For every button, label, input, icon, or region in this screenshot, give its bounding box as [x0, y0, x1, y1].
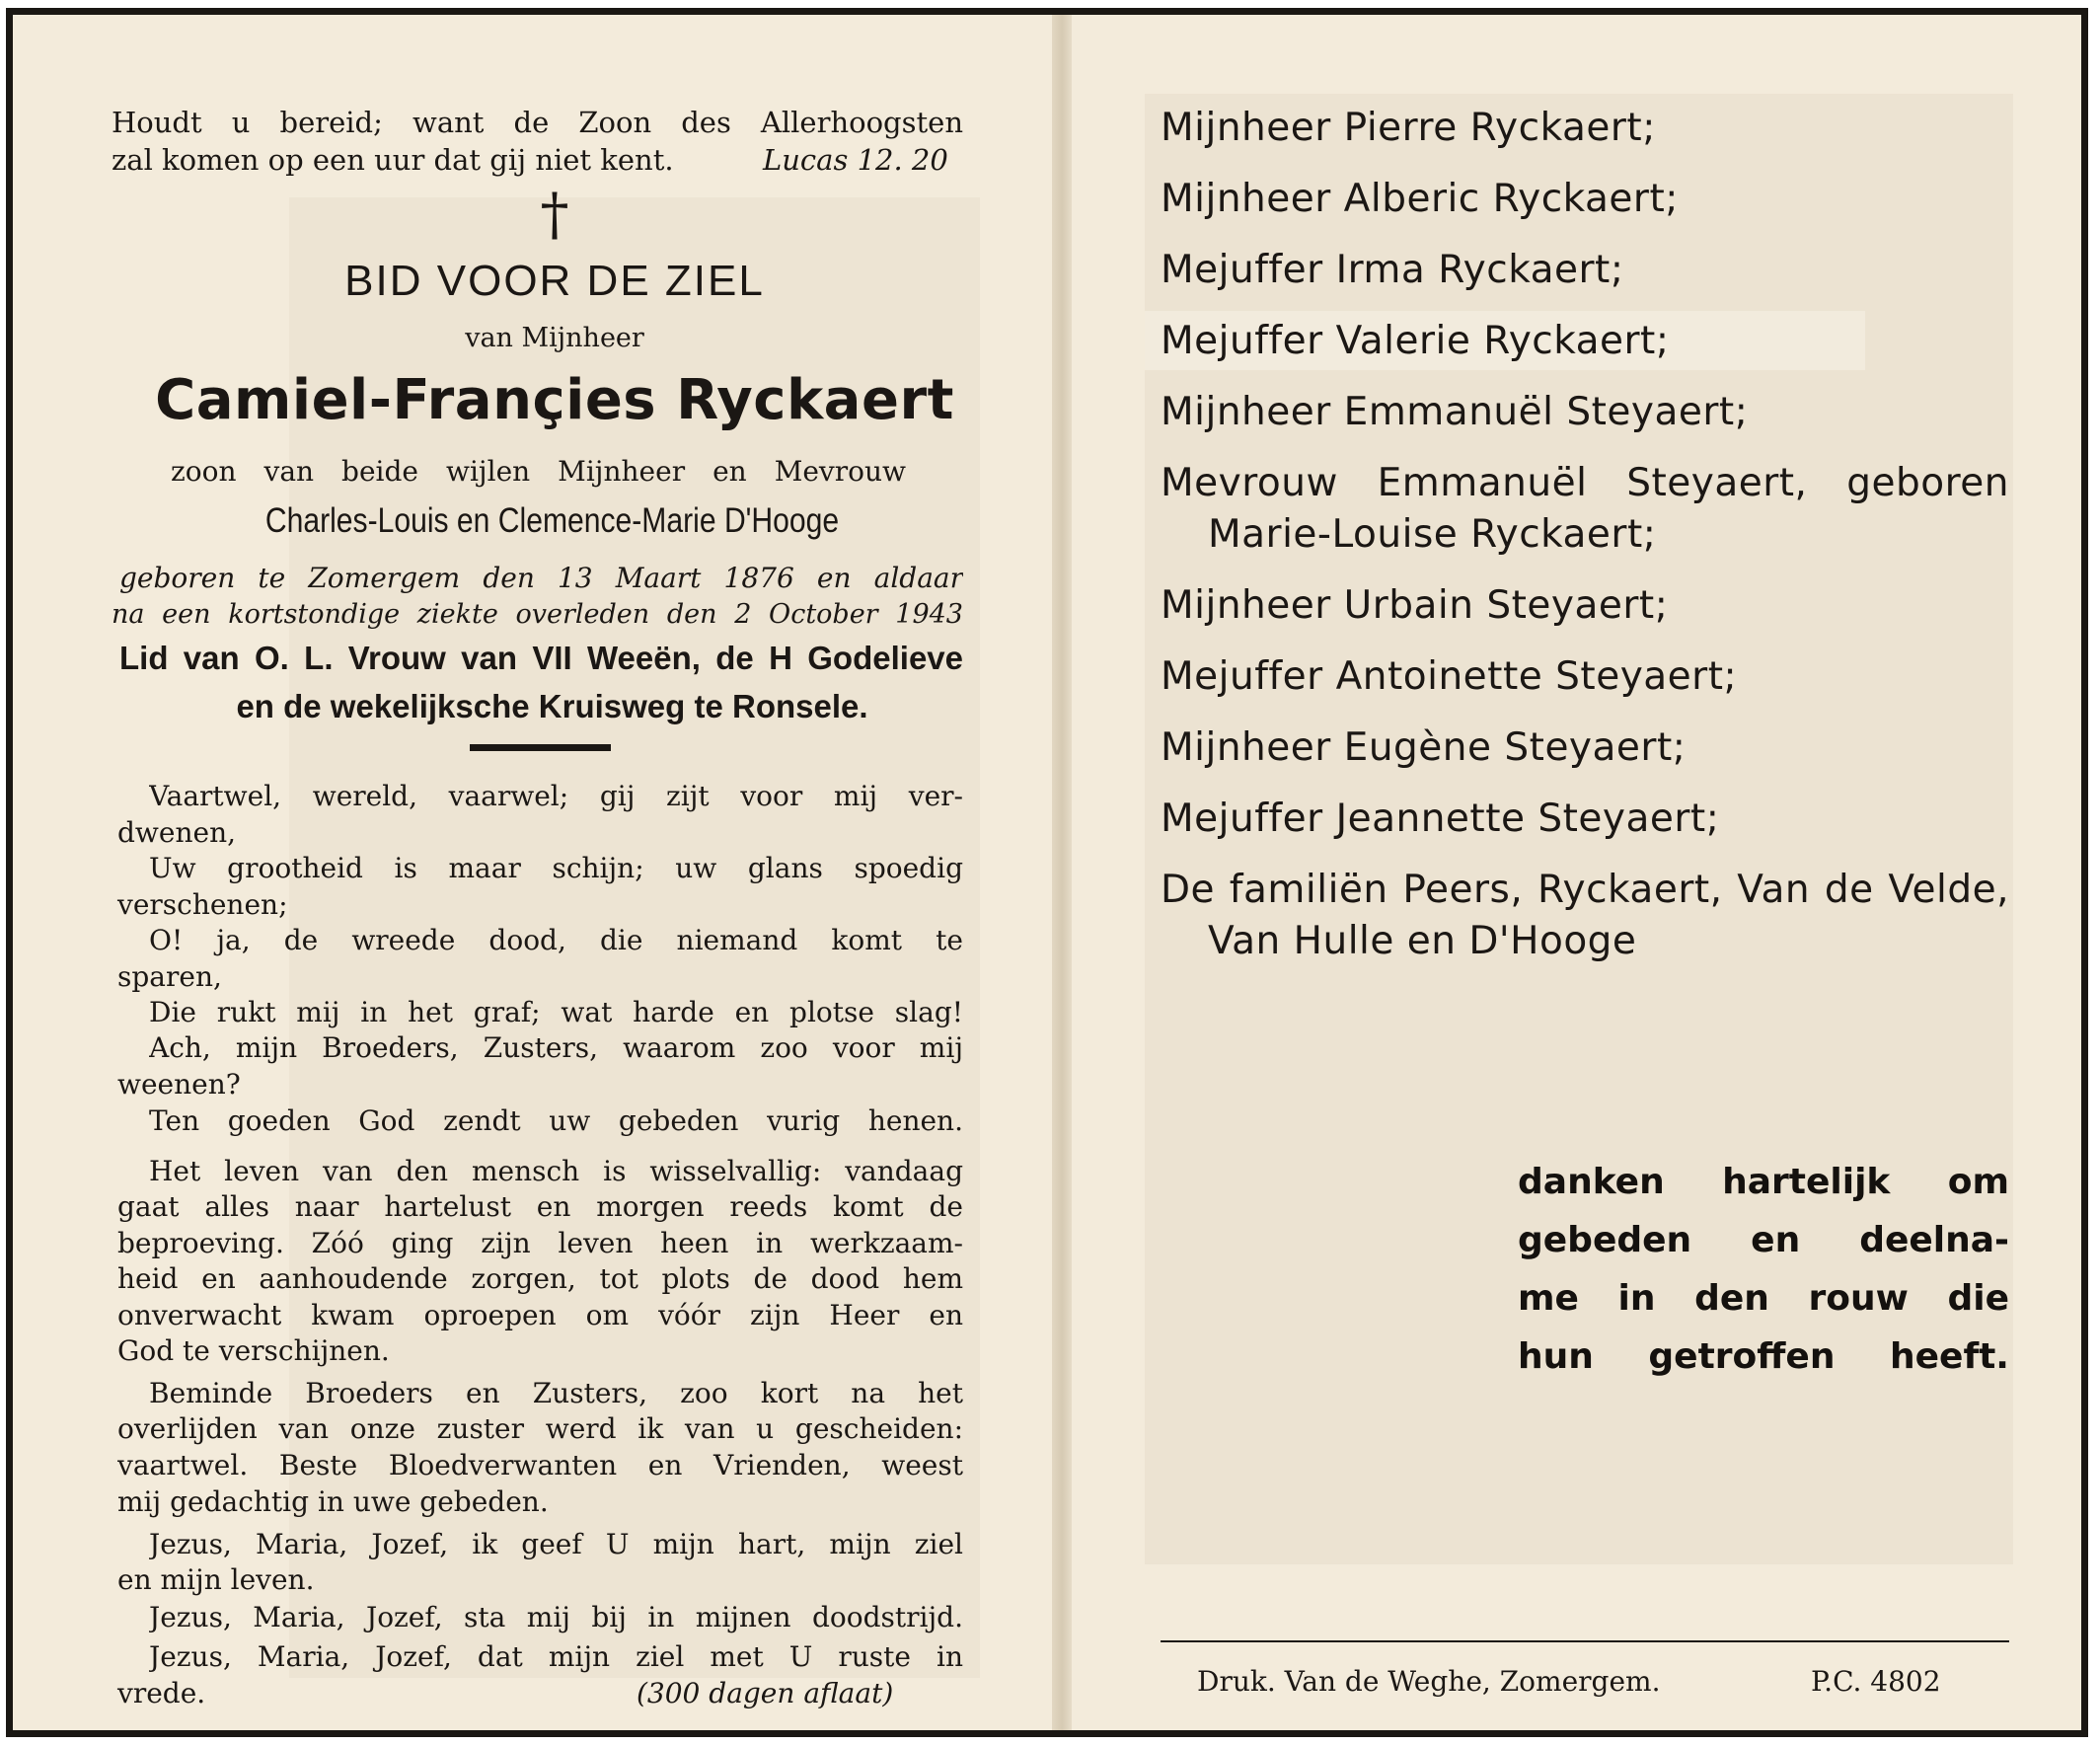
print-code: P.C. 4802	[1811, 1665, 1941, 1698]
family-member: Mejuffer Valerie Ryckaert;	[1161, 319, 1670, 363]
poem-line: Uw grootheid is maar schijn; uw glans spoedig	[149, 852, 963, 884]
family-member: Mejuffer Jeannette Steyaert;	[1161, 797, 1720, 841]
family-member: Van Hulle en D'Hooge	[1208, 919, 1637, 963]
poem-line: O! ja, de wreede dood, die niemand komt te	[149, 924, 963, 956]
prayer-line: en mijn leven.	[117, 1563, 315, 1596]
poem-line: Die rukt mij in het graf; wat harde en plotse slag!	[149, 996, 963, 1028]
thanks-line: danken hartelijk om	[1518, 1162, 2009, 1202]
death-line: na een kortstondige ziekte overleden den 2 October 1943	[112, 599, 963, 630]
cross-icon: †	[540, 181, 569, 248]
epigraph-line-2: zal komen op een uur dat gij niet kent.	[112, 143, 674, 177]
thanks-line: me in den rouw die	[1518, 1278, 2009, 1319]
birth-line: geboren te Zomergem den 13 Maart 1876 en aldaar	[119, 562, 963, 594]
thanks-line: hun getroffen heeft.	[1518, 1336, 2009, 1377]
card-fold	[1052, 15, 1072, 1730]
footer-rule	[1161, 1640, 2009, 1642]
divider	[470, 744, 611, 751]
poem-line: dwenen,	[117, 816, 236, 849]
paragraph-line: God te verschijnen.	[117, 1334, 390, 1367]
poem-line: Ten goeden God zendt uw gebeden vurig henen.	[149, 1104, 963, 1137]
memorial-card	[6, 8, 2088, 1737]
prayer-line: Jezus, Maria, Jozef, sta mij bij in mijnen doodstrijd.	[149, 1601, 963, 1633]
prayer-line: Jezus, Maria, Jozef, ik geef U mijn hart, mijn ziel	[149, 1528, 963, 1560]
paragraph-line: gaat alles naar hartelust en morgen reeds komt de	[117, 1190, 963, 1223]
poem-line: Vaartwel, wereld, vaarwel; gij zijt voor mij ver-	[149, 780, 963, 812]
family-member: Mejuffer Irma Ryckaert;	[1161, 248, 1624, 292]
heading-bid-voor-de-ziel: BID VOOR DE ZIEL	[344, 257, 765, 305]
poem-line: sparen,	[117, 960, 222, 993]
poem-line: verschenen;	[117, 888, 288, 921]
family-member: Mijnheer Emmanuël Steyaert;	[1161, 390, 1749, 434]
thanks-line: gebeden en deelna-	[1518, 1220, 2009, 1260]
left-panel	[13, 15, 1052, 1730]
family-member: Mijnheer Pierre Ryckaert;	[1161, 106, 1656, 150]
membership-line-1: Lid van O. L. Vrouw van VII Weeën, de H Godelieve	[119, 640, 963, 676]
epigraph-line-1: Houdt u bereid; want de Zoon des Allerhoogsten	[112, 106, 963, 139]
parents-names: Charles-Louis en Clemence-Marie D'Hooge	[264, 501, 840, 540]
family-member: De familiën Peers, Ryckaert, Van de Velde,	[1161, 868, 2009, 912]
thanks-message	[1518, 1153, 2009, 1386]
family-member: Mejuffer Antoinette Steyaert;	[1161, 654, 1738, 699]
paragraph-line: vaartwel. Beste Bloedverwanten en Vrienden, weest	[117, 1449, 963, 1481]
membership-line-2: en de wekelijksche Kruisweg te Ronsele.	[236, 688, 868, 724]
printer-credit: Druk. Van de Weghe, Zomergem.	[1197, 1665, 1661, 1698]
indulgence-note: (300 dagen aflaat)	[637, 1677, 894, 1709]
paragraph-line: overlijden van onze zuster werd ik van u gescheiden:	[117, 1412, 963, 1445]
title-prefix: van Mijnheer	[465, 323, 644, 353]
paragraph-line: heid en aanhoudende zorgen, tot plots de dood hem	[117, 1262, 963, 1295]
deceased-name: Camiel-Françies Ryckaert	[155, 368, 954, 432]
poem-line: Ach, mijn Broeders, Zusters, waarom zoo voor mij	[149, 1031, 963, 1064]
paragraph-line: Beminde Broeders en Zusters, zoo kort na het	[149, 1377, 963, 1409]
paragraph-line: beproeving. Zóó ging zijn leven heen in werkzaam-	[117, 1227, 963, 1259]
epigraph-reference: Lucas 12. 20	[763, 143, 948, 177]
family-member: Mijnheer Eugène Steyaert;	[1161, 725, 1687, 770]
parents-intro: zoon van beide wijlen Mijnheer en Mevrouw	[171, 455, 906, 488]
paragraph-line: onverwacht kwam oproepen om vóór zijn Heer en	[117, 1299, 963, 1331]
family-member: Mijnheer Urbain Steyaert;	[1161, 583, 1669, 628]
prayer-line: vrede.	[117, 1677, 206, 1709]
poem-line: weenen?	[117, 1068, 241, 1101]
family-member: Mevrouw Emmanuël Steyaert, geboren	[1161, 461, 2009, 505]
paragraph-line: Het leven van den mensch is wisselvallig: vandaag	[149, 1155, 963, 1187]
paragraph-line: mij gedachtig in uwe gebeden.	[117, 1485, 549, 1518]
family-member: Mijnheer Alberic Ryckaert;	[1161, 177, 1679, 221]
family-member: Marie-Louise Ryckaert;	[1208, 512, 1657, 557]
prayer-line: Jezus, Maria, Jozef, dat mijn ziel met U ruste in	[149, 1640, 963, 1673]
